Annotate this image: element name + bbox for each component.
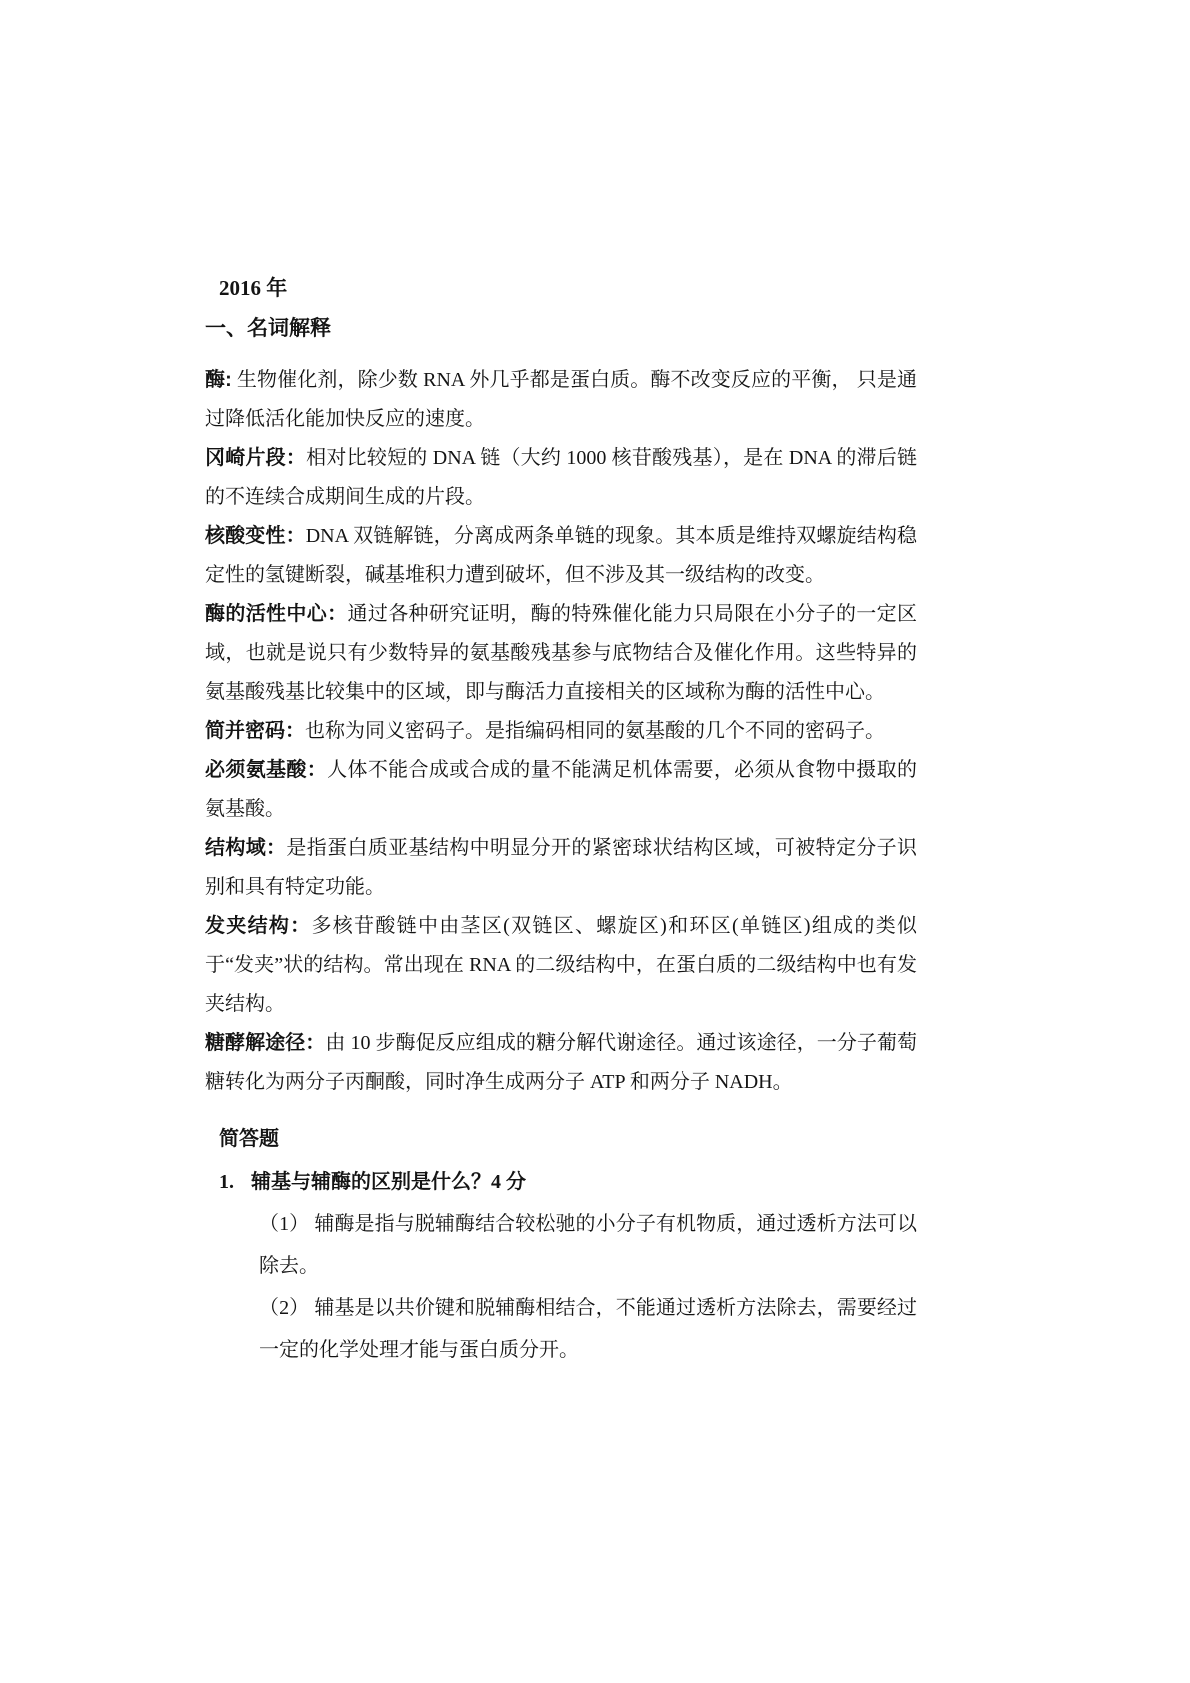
question-text: 辅基与辅酶的区别是什么？4 分 <box>251 1171 526 1193</box>
definition-term: 糖酵解途径： <box>205 1032 326 1054</box>
definition-paragraph-hairpin <box>205 907 917 1024</box>
document-page <box>205 269 917 1371</box>
definition-paragraph-active-center <box>205 595 917 712</box>
answer-item-1: （1） 辅酶是指与脱辅酶结合较松驰的小分子有机物质，通过透析方法可以除去。 <box>259 1213 917 1277</box>
definition-paragraph-essential-amino-acid <box>205 751 917 829</box>
definition-term: 必须氨基酸： <box>205 759 328 781</box>
definition-text: 多核苷酸链中由茎区(双链区、螺旋区)和环区(单链区)组成的类似于“发夹”状的结构。常出现在 RNA 的二级结构中，在蛋白质的二级结构中也有发夹结构。 <box>205 915 918 1015</box>
definition-term: 酶的活性中心： <box>205 603 348 625</box>
definition-term: 核酸变性： <box>205 525 306 547</box>
question-number: 1. <box>219 1171 234 1193</box>
year-title: 2016 年 <box>219 276 288 300</box>
definition-paragraph-denaturation <box>205 517 917 595</box>
definition-text: 生物催化剂，除少数 RNA 外几乎都是蛋白质。酶不改变反应的平衡， 只是通过降低活化能加快反应的速度。 <box>205 369 917 430</box>
definition-text: 也称为同义密码子。是指编码相同的氨基酸的几个不同的密码子。 <box>305 720 885 742</box>
definition-text: 通过各种研究证明，酶的特殊催化能力只局限在小分子的一定区域，也就是说只有少数特异的氨基酸残基参与底物结合及催化作用。这些特异的氨基酸残基比较集中的区域，即与酶活力直接相关的区域称为酶的活性中心。 <box>205 603 918 703</box>
section-short-answer-title: 简答题 <box>219 1128 279 1150</box>
definition-term: 简并密码： <box>205 720 305 742</box>
question-1 <box>219 1161 917 1203</box>
definition-term: 酶: <box>205 369 232 391</box>
definition-text: 相对比较短的 DNA 链（大约 1000 核苷酸残基），是在 DNA 的滞后链的不连续合成期间生成的片段。 <box>205 447 918 508</box>
definition-paragraph-domain <box>205 829 917 907</box>
definition-text: 人体不能合成或合成的量不能满足机体需要，必须从食物中摄取的氨基酸。 <box>205 759 918 820</box>
section-definitions-title: 一、名词解释 <box>205 316 331 340</box>
definition-paragraph-enzyme <box>205 361 917 439</box>
answer-item-2: （2） 辅基是以共价键和脱辅酶相结合，不能通过透析方法除去，需要经过一定的化学处理才能与蛋白质分开。 <box>259 1297 917 1361</box>
definition-term: 结构域： <box>205 837 287 859</box>
definition-term: 冈崎片段： <box>205 447 307 469</box>
definition-text: DNA 双链解链，分离成两条单链的现象。其本质是维持双螺旋结构稳定性的氢键断裂，碱基堆积力遭到破坏，但不涉及其一级结构的改变。 <box>205 525 918 586</box>
definition-text: 是指蛋白质亚基结构中明显分开的紧密球状结构区域，可被特定分子识别和具有特定功能。 <box>205 837 918 898</box>
definition-paragraph-degenerate-code <box>205 712 917 751</box>
definition-paragraph-glycolysis <box>205 1024 917 1102</box>
definition-term: 发夹结构： <box>205 915 312 937</box>
definition-paragraph-okazaki <box>205 439 917 517</box>
definition-text: 由 10 步酶促反应组成的糖分解代谢途径。通过该途径，一分子葡萄糖转化为两分子丙酮酸，同时净生成两分子 ATP 和两分子 NADH。 <box>205 1032 918 1093</box>
